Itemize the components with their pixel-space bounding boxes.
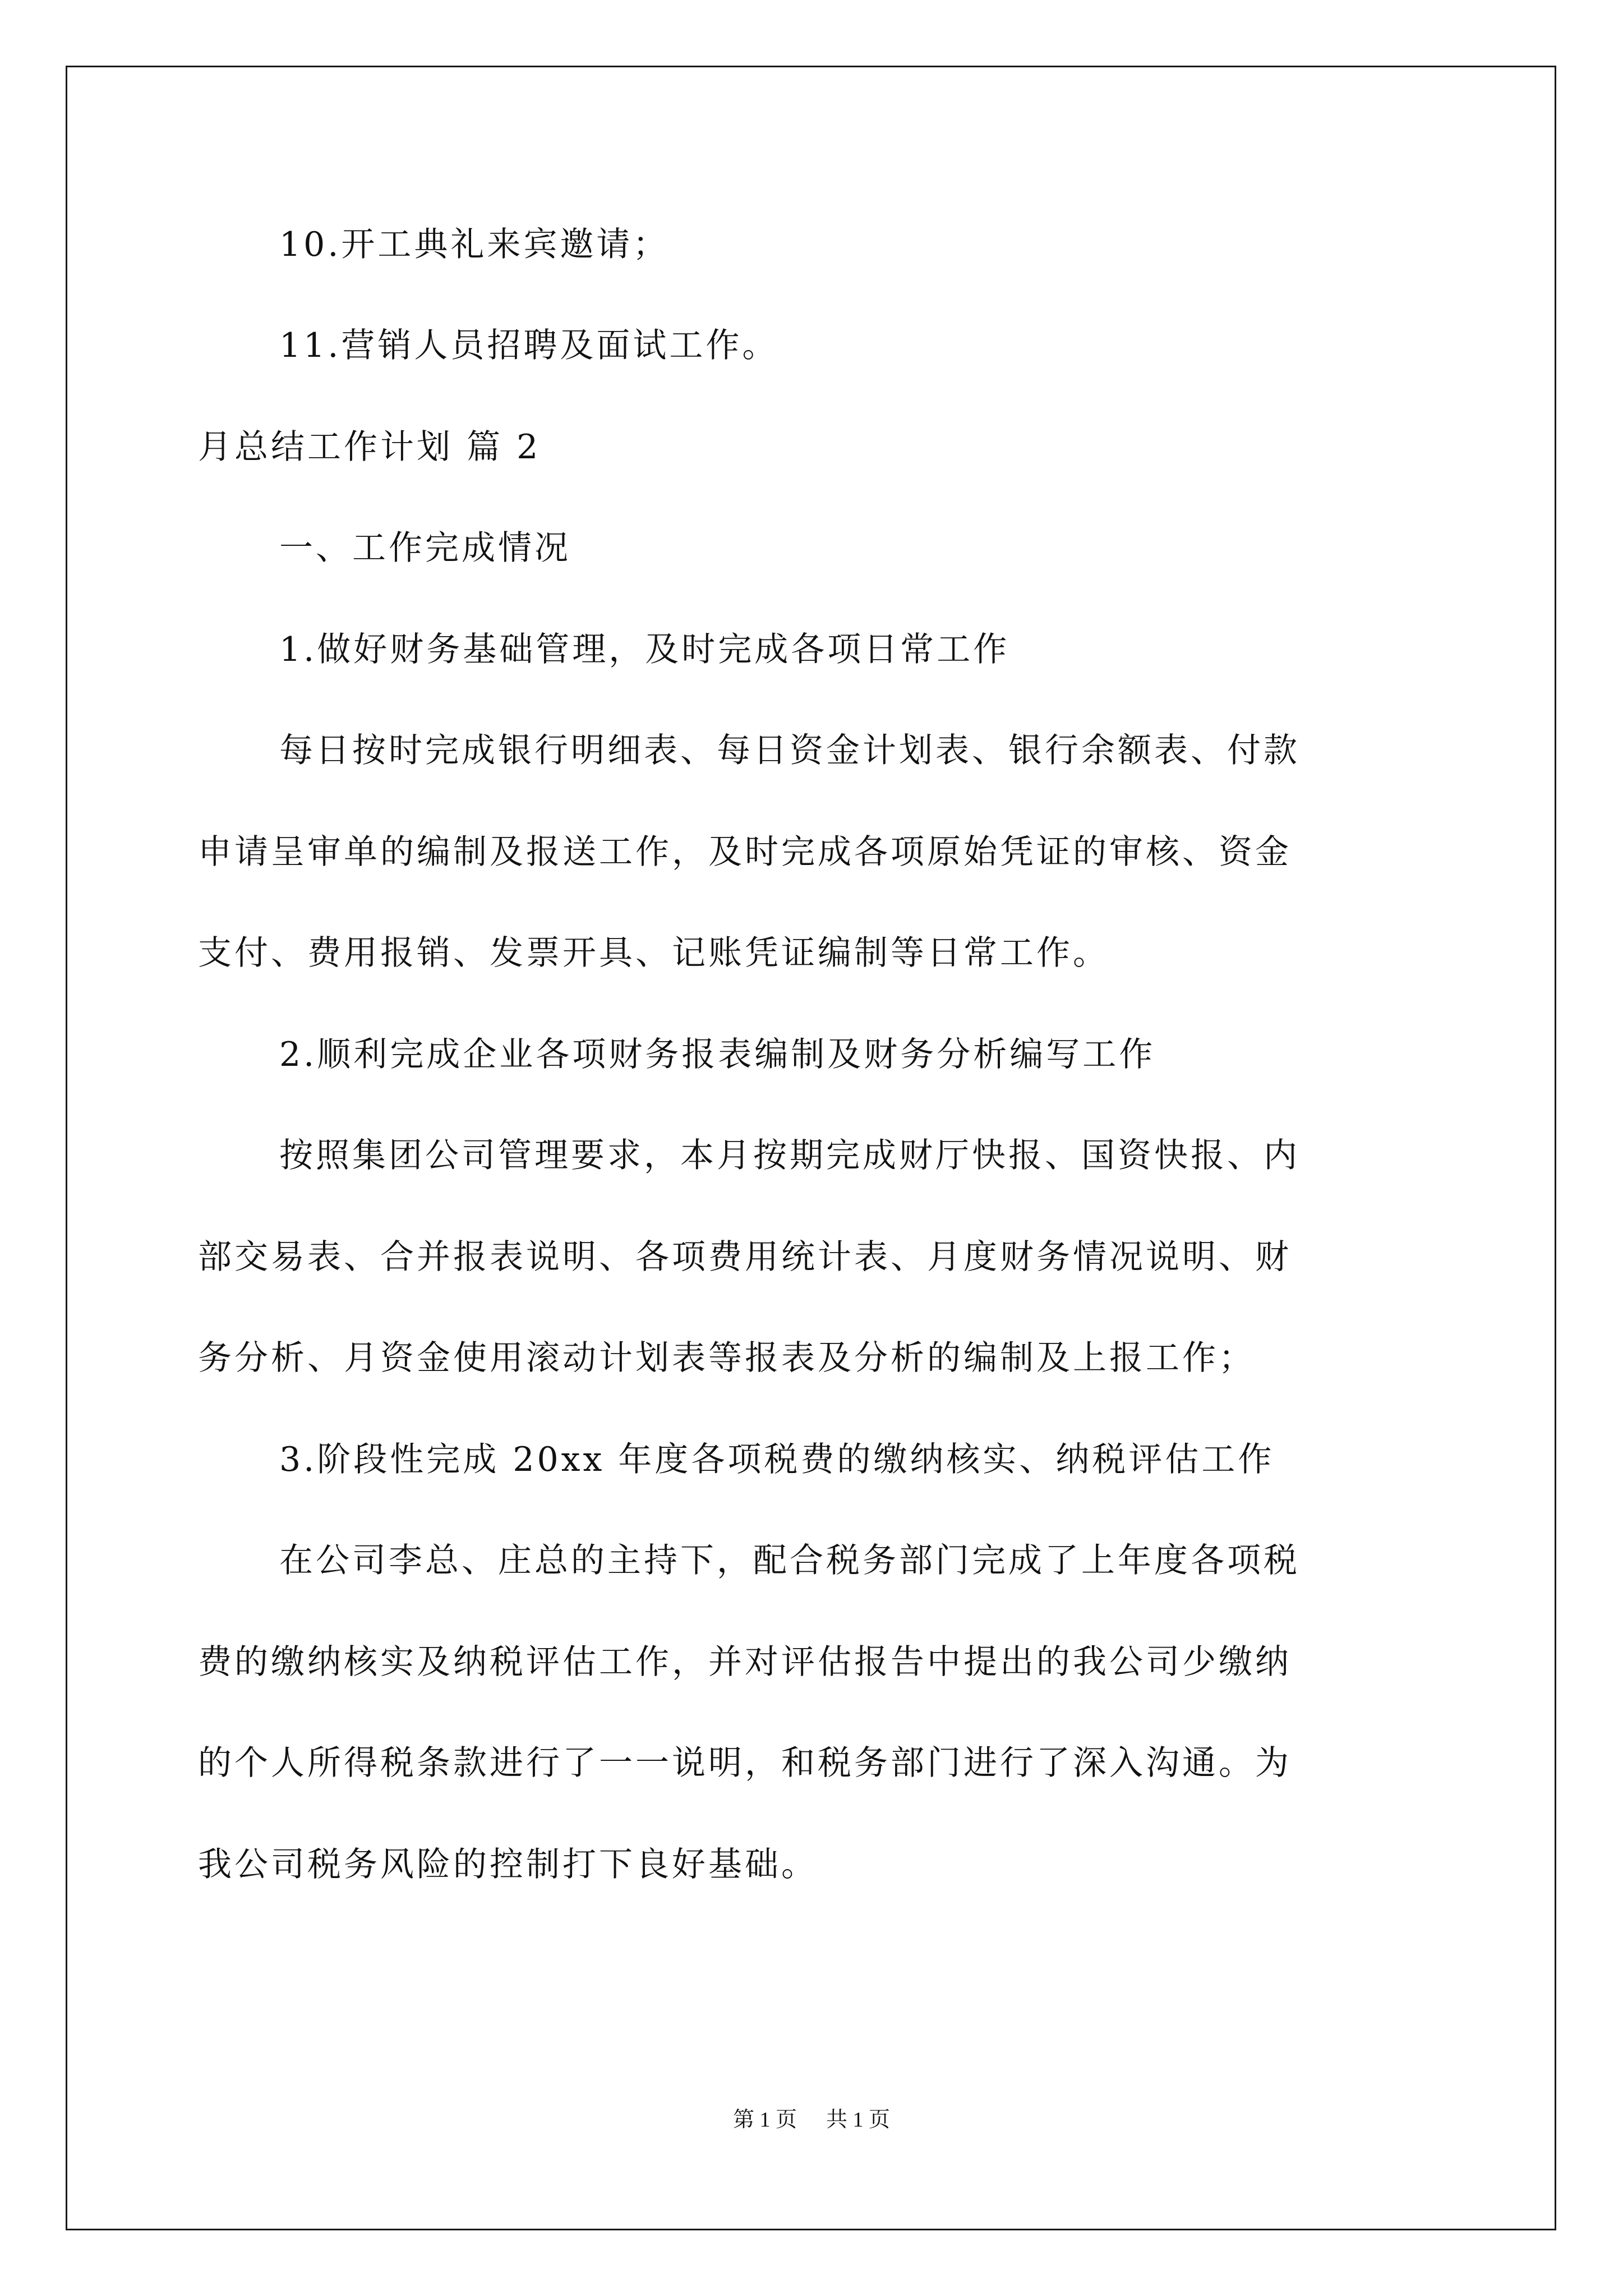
subsection-heading: 一、工作完成情况	[279, 528, 571, 568]
paragraph-2-line-1: 按照集团公司管理要求，本月按期完成财厅快报、国资快报、内	[279, 1136, 1300, 1175]
page-footer	[0, 2106, 1623, 2133]
list-item-10: 10.开工典礼来宾邀请；	[279, 225, 670, 264]
paragraph-2-line-3: 务分析、月资金使用滚动计划表等报表及分析的编制及上报工作；	[198, 1338, 1255, 1378]
paragraph-1-line-2: 申请呈审单的编制及报送工作，及时完成各项原始凭证的审核、资金	[198, 832, 1292, 872]
page-number: 第 1 页	[732, 2108, 797, 2132]
paragraph-3-line-2: 费的缴纳核实及纳税评估工作，并对评估报告中提出的我公司少缴纳	[198, 1642, 1292, 1682]
page-total: 共 1 页	[826, 2108, 891, 2132]
paragraph-1-line-1: 每日按时完成银行明细表、每日资金计划表、银行余额表、付款	[279, 731, 1300, 770]
list-item-11: 11.营销人员招聘及面试工作。	[279, 326, 779, 365]
section-heading: 月总结工作计划 篇 2	[198, 427, 541, 467]
item-heading-3: 3.阶段性完成 20xx 年度各项税费的缴纳核实、纳税评估工作	[279, 1440, 1275, 1479]
item-heading-2: 2.顺利完成企业各项财务报表编制及财务分析编写工作	[279, 1035, 1156, 1074]
paragraph-3-line-4: 我公司税务风险的控制打下良好基础。	[198, 1845, 818, 1884]
item-heading-1: 1.做好财务基础管理，及时完成各项日常工作	[279, 630, 1010, 669]
paragraph-3-line-3: 的个人所得税条款进行了一一说明，和税务部门进行了深入沟通。为	[198, 1743, 1292, 1783]
paragraph-3-line-1: 在公司李总、庄总的主持下，配合税务部门完成了上年度各项税	[279, 1541, 1300, 1580]
paragraph-1-line-3: 支付、费用报销、发票开具、记账凭证编制等日常工作。	[198, 933, 1109, 973]
paragraph-2-line-2: 部交易表、合并报表说明、各项费用统计表、月度财务情况说明、财	[198, 1237, 1292, 1277]
